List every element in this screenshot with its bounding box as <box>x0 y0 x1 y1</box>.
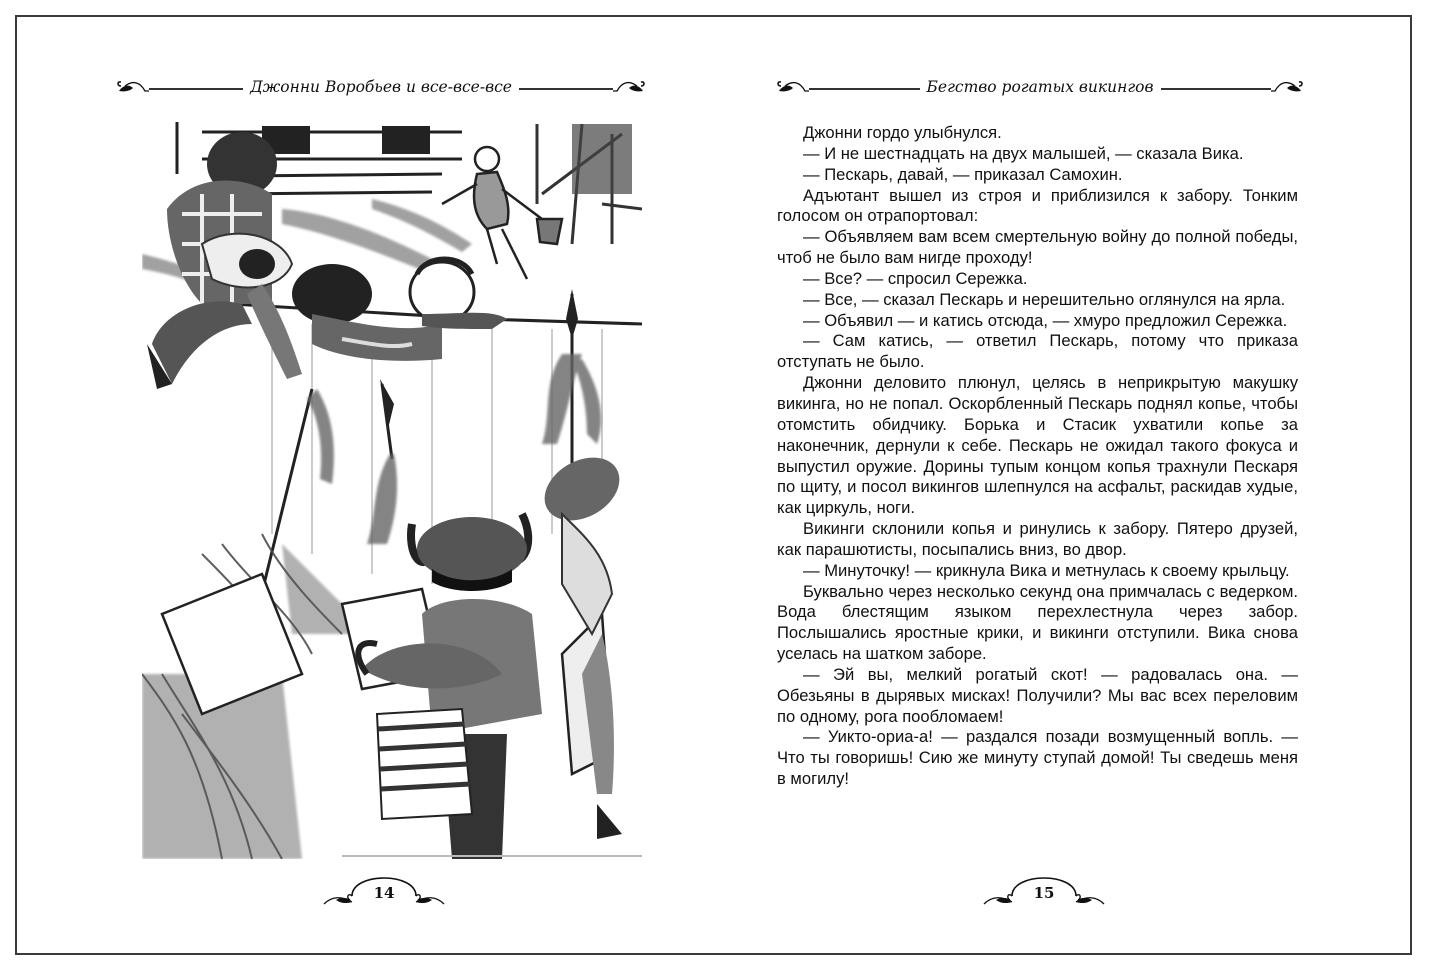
paragraph: — И не шестнадцать на двух малышей, — сказала Вика. <box>803 143 1244 163</box>
paragraph: — Объявляем вам всем смертельную войну до полной победы, чтоб не было вам нигде проходу! <box>777 227 1298 268</box>
window-2 <box>382 126 430 154</box>
paragraph: — Пескарь, давай, — приказал Самохин. <box>803 164 1123 184</box>
girl-running-with-bucket <box>442 147 562 279</box>
running-head-right <box>775 72 1305 102</box>
flourish-left-icon <box>115 76 149 98</box>
flourish-right-icon <box>1271 76 1305 98</box>
page-number: 15 <box>1033 884 1055 902</box>
illustration-vikings-at-fence <box>142 114 642 859</box>
paragraph: Джонни деловито плюнул, целясь в неприкрытую макушку викинга, но не попал. Оскорбленный Пескарь поднял копье, чтобы отомстить обидчику. Борька и Стасик ухватили копье за наконечник, дернули к себе. Пескарь не ожидал такого фокуса и выпустил оружие. Дорины тупым концом копья трахнули Пескаря по щиту, и посол викингов шлепнулся на асфальт, раскидав худые, как циркуль, ноги. <box>777 373 1298 518</box>
paragraph: Викинги склонили копья и ринулись к забору. Пятеро друзей, как парашютисты, посыпались вниз, во двор. <box>777 519 1298 559</box>
paragraph: — Сам катись, — ответил Пескарь, потому что приказа отступать не было. <box>777 331 1298 372</box>
paragraph: Адъютант вышел из строя и приблизился к забору. Тонким голосом он отрапортовал: <box>777 185 1298 226</box>
flourish-left-icon <box>775 76 809 98</box>
head-rule <box>809 88 920 89</box>
running-head-left <box>115 72 647 102</box>
page-number-right <box>982 868 1106 910</box>
flourish-right-icon <box>613 76 647 98</box>
paragraph: — Все, — сказал Пескарь и нерешительно оглянулся на ярла. <box>803 289 1286 309</box>
paragraph: Буквально через несколько секунд она примчалась с ведерком. Вода блестящим языком перехлестнула через забор. Послышались яростные крики, и викинги отступили. Вика снова уселась на шатком заборе. <box>777 581 1298 664</box>
page-number: 14 <box>373 884 395 902</box>
paragraph: — Все? — спросил Сережка. <box>803 268 1028 288</box>
paragraph: Джонни гордо улыбнулся. <box>803 123 1002 142</box>
running-head-title: Джонни Воробьев и все-все-все <box>250 78 512 96</box>
head-rule <box>519 88 613 89</box>
running-head-title: Бегство рогатых викингов <box>926 78 1154 96</box>
girl-lying-on-fence <box>410 259 507 329</box>
paragraph: — Минуточку! — крикнула Вика и метнулась к своему крыльцу. <box>803 560 1290 580</box>
paragraph: — Объявил — и катись отсюда, — хмуро предложил Сережка. <box>803 310 1288 330</box>
page-number-left <box>322 868 446 910</box>
head-rule <box>1161 88 1272 89</box>
paragraph: — Эй вы, мелкий рогатый скот! — радовалась она. — Обезьяны в дырявых мисках! Получили? Мы вас всех переловим по одному, рога пообломаем! <box>777 664 1298 726</box>
paragraph: — Уикто-ориа-а! — раздался позади возмущенный вопль. — Что ты говоришь! Сию же минуту ступай домой! Ты сведешь меня в могилу! <box>777 727 1298 789</box>
head-rule <box>149 88 243 89</box>
body-text <box>777 123 1298 790</box>
